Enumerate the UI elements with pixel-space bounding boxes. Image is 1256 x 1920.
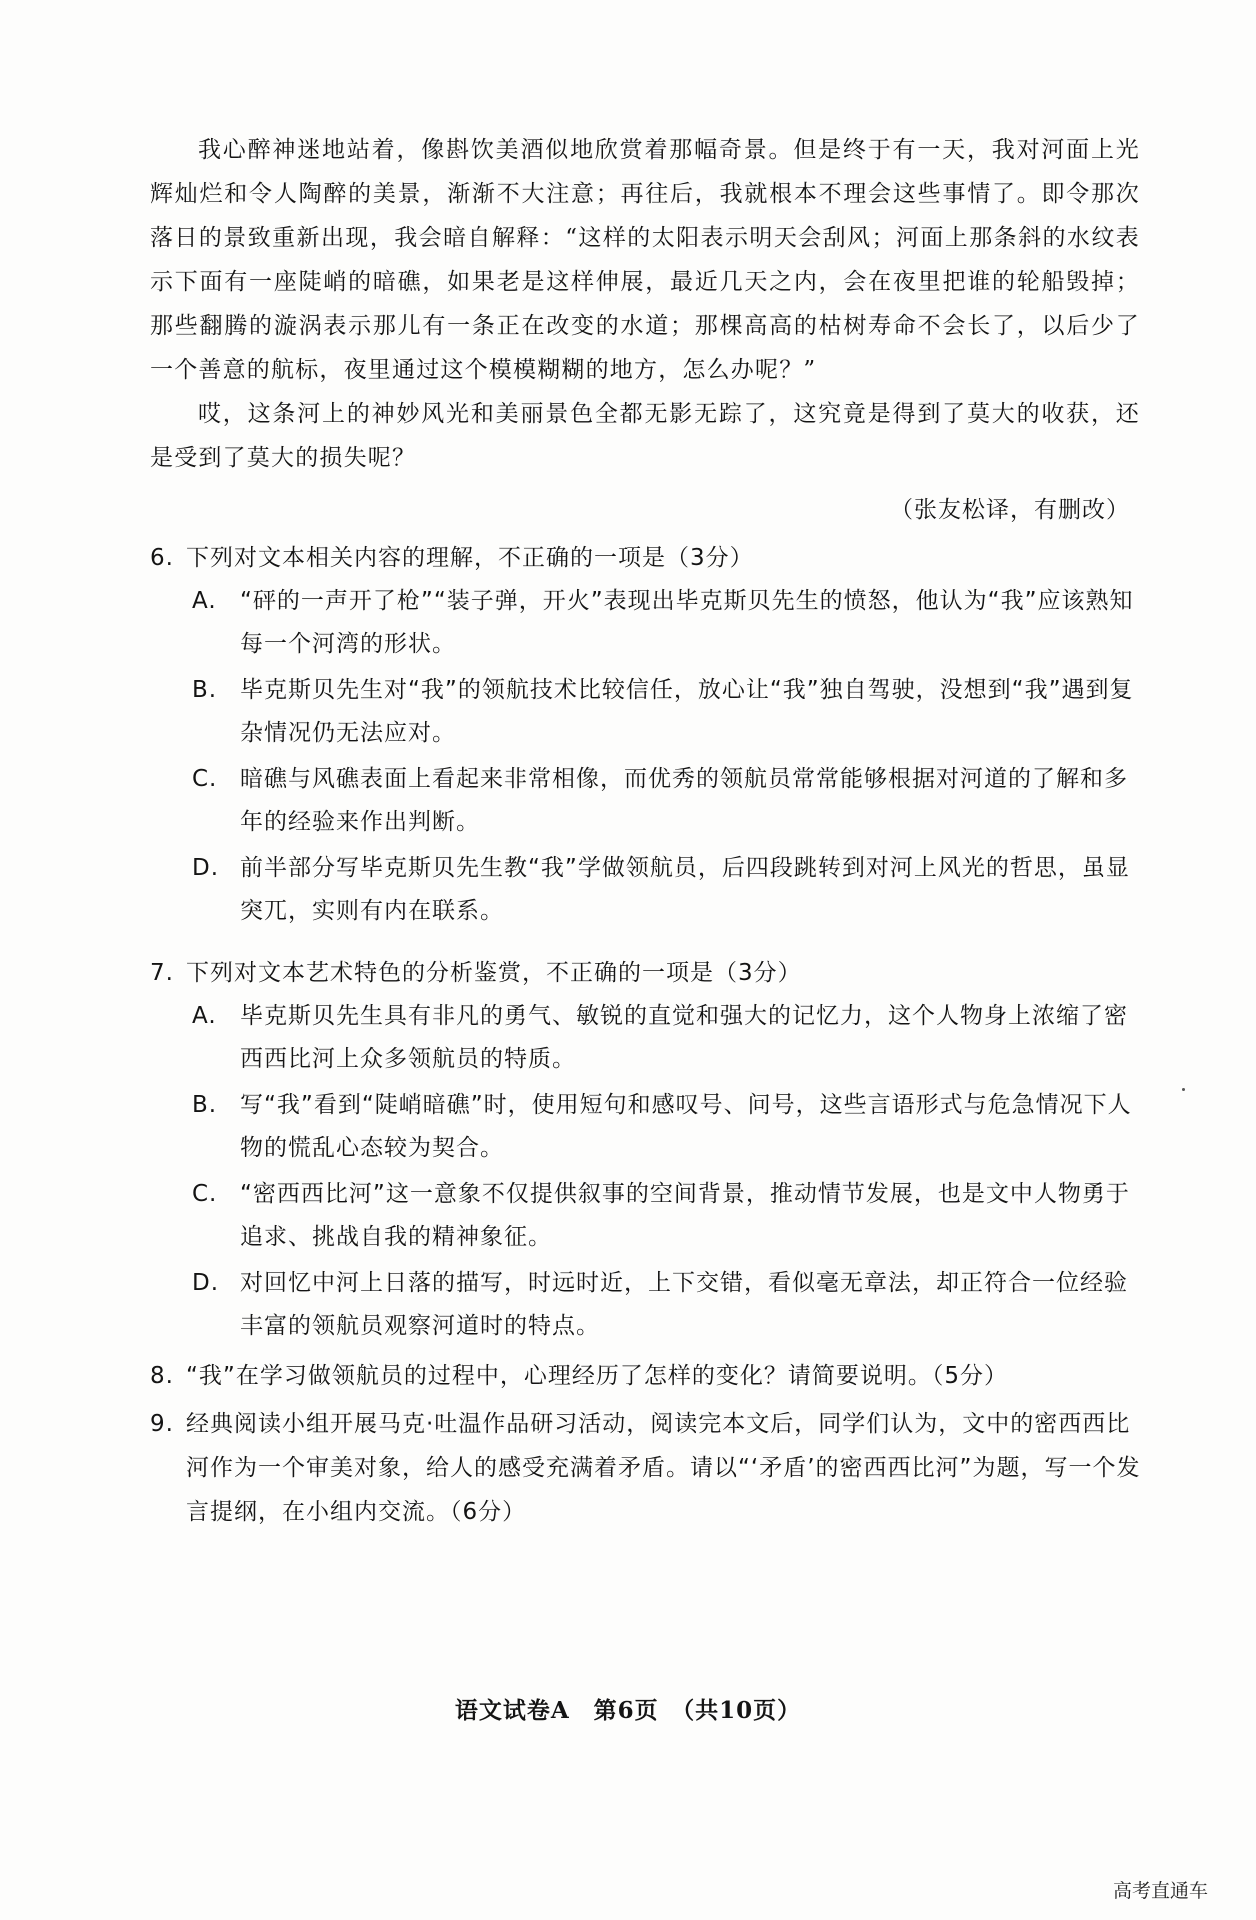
question-text: 下列对文本相关内容的理解，不正确的一项是（3分） [186, 545, 754, 571]
option-text: 暗礁与风礁表面上看起来非常相像，而优秀的领航员常常能够根据对河道的了解和多年的经验来作出判断。 [240, 766, 1128, 835]
question-number: 6. [150, 545, 174, 571]
question-9 [150, 1402, 1145, 1534]
question-7-stem [150, 951, 1145, 995]
question-8 [150, 1354, 1145, 1398]
question-text: 下列对文本艺术特色的分析鉴赏，不正确的一项是（3分） [186, 960, 802, 986]
question-7-option-a [150, 995, 1145, 1081]
passage-paragraph-2: 哎，这条河上的神妙风光和美丽景色全都无影无踪了，这究竟是得到了莫大的收获，还是受到了莫大的损失呢？ [150, 401, 1140, 471]
option-letter: C. [192, 1181, 218, 1207]
question-number: 8. [150, 1363, 174, 1389]
option-letter: D. [192, 855, 220, 881]
question-6-option-b [150, 669, 1145, 755]
question-text: “我”在学习做领航员的过程中，心理经历了怎样的变化？请简要说明。（5分） [186, 1363, 1008, 1389]
question-number: 9. [150, 1411, 174, 1437]
option-text: 前半部分写毕克斯贝先生教“我”学做领航员，后四段跳转到对河上风光的哲思，虽显突兀，实则有内在联系。 [240, 855, 1130, 924]
option-text: 写“我”看到“陡峭暗礁”时，使用短句和感叹号、问号，这些言语形式与危急情况下人物的慌乱心态较为契合。 [240, 1092, 1132, 1161]
passage-paragraph-1: 我心醉神迷地站着，像斟饮美酒似地欣赏着那幅奇景。但是终于有一天，我对河面上光辉灿烂和令人陶醉的美景，渐渐不大注意；再往后，我就根本不理会这些事情了。即令那次落日的景致重新出现，我会暗自解释：“这样的太阳表示明天会刮风；河面上那条斜的水纹表示下面有一座陡峭的暗礁，如果老是这样伸展，最近几天之内，会在夜里把谁的轮船毁掉；那些翻腾的漩涡表示那儿有一条正在改变的水道；那棵高高的枯树寿命不会长了，以后少了一个善意的航标，夜里通过这个模模糊糊的地方，怎么办呢？” [150, 137, 1140, 383]
question-7 [150, 951, 1145, 1348]
question-8-stem [150, 1354, 1145, 1398]
question-7-option-d [150, 1262, 1145, 1348]
option-letter: D. [192, 1270, 220, 1296]
question-6-option-a [150, 580, 1145, 666]
question-7-option-b [150, 1084, 1145, 1170]
question-7-option-c [150, 1173, 1145, 1259]
option-letter: A. [192, 1003, 217, 1029]
option-text: “密西西比河”这一意象不仅提供叙事的空间背景，推动情节发展，也是文中人物勇于追求、挑战自我的精神象征。 [240, 1181, 1130, 1250]
option-letter: C. [192, 766, 218, 792]
question-9-stem [150, 1402, 1145, 1534]
page-footer: 语文试卷A 第6页 （共10页） [454, 1697, 802, 1724]
scan-speck [1182, 1088, 1185, 1091]
reading-passage [150, 128, 1140, 480]
option-letter: A. [192, 588, 217, 614]
passage-source: （张友松译，有删改） [890, 497, 1130, 523]
question-number: 7. [150, 960, 174, 986]
option-text: 毕克斯贝先生对“我”的领航技术比较信任，放心让“我”独自驾驶，没想到“我”遇到复杂情况仍无法应对。 [240, 677, 1134, 746]
question-6-stem [150, 536, 1145, 580]
option-letter: B. [192, 677, 218, 703]
question-6-option-c [150, 758, 1145, 844]
question-list [150, 536, 1145, 1534]
option-text: 对回忆中河上日落的描写，时远时近，上下交错，看似毫无章法，却正符合一位经验丰富的领航员观察河道时的特点。 [240, 1270, 1128, 1339]
question-6-option-d [150, 847, 1145, 933]
question-6 [150, 536, 1145, 933]
watermark-text: 高考直通车 [1112, 1880, 1208, 1902]
option-text: 毕克斯贝先生具有非凡的勇气、敏锐的直觉和强大的记忆力，这个人物身上浓缩了密西西比河上众多领航员的特质。 [240, 1003, 1128, 1072]
question-text: 经典阅读小组开展马克·吐温作品研习活动，阅读完本文后，同学们认为，文中的密西西比河作为一个审美对象，给人的感受充满着矛盾。请以“‘矛盾’的密西西比河”为题，写一个发言提纲，在小组内交流。（6分） [186, 1411, 1141, 1525]
option-text: “砰的一声开了枪”“装子弹，开火”表现出毕克斯贝先生的愤怒，他认为“我”应该熟知每一个河湾的形状。 [240, 588, 1134, 657]
option-letter: B. [192, 1092, 218, 1118]
